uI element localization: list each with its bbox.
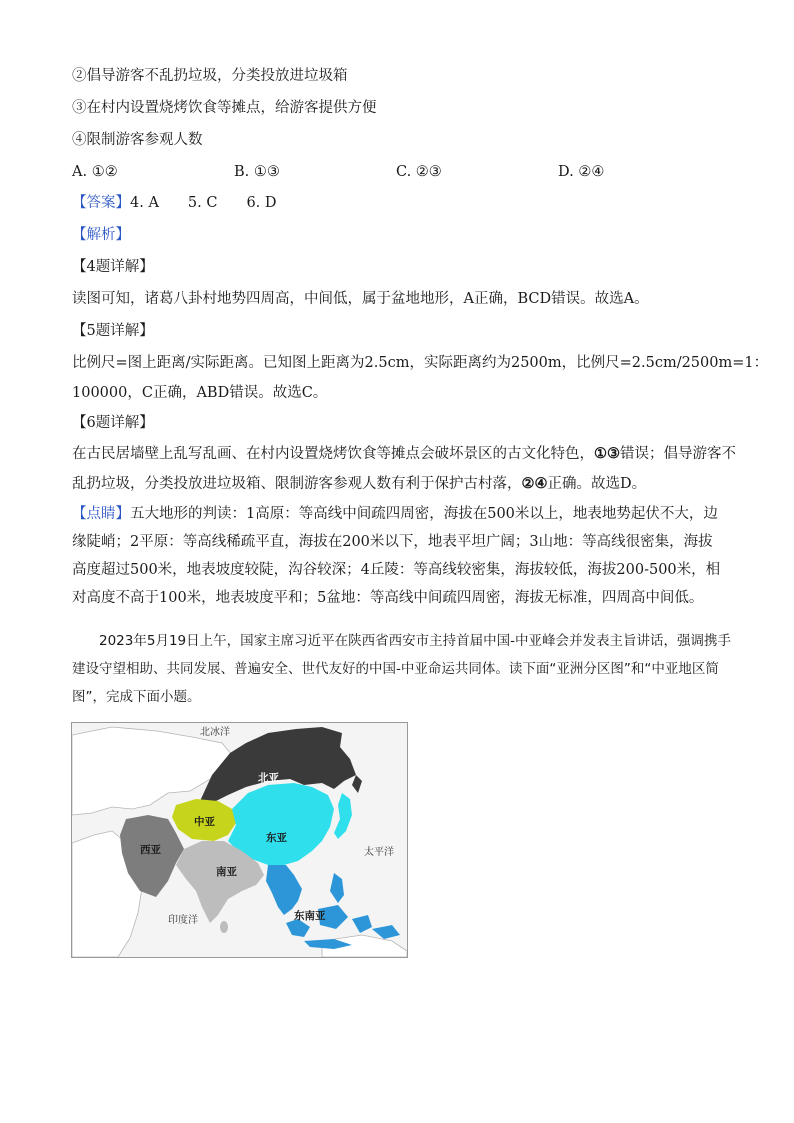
statement-2: ②倡导游客不乱扔垃圾，分类投放进垃圾箱: [72, 68, 348, 84]
q5-line1: 比例尺=图上距离/实际距离。已知图上距离为2.5cm，实际距离约为2500m，比例尺=2.5cm/2500m=1：: [72, 355, 769, 371]
label-east-asia: 东亚: [266, 832, 287, 844]
tip-text: 五大地形的判读：1高原：等高线中间疏四周密，海拔在500米以上，地表地势起伏不大，边缘陡峭；2平原：等高线稀疏平直，海拔在200米以下，地表平坦广阔；3山地：等高线很密集，海拔高度超过500米，地表坡度较陡，沟谷较深；4丘陵：等高线较密集，海拔较低，海拔200-500米，相对高度不高于100米，地表坡度平和；5盆地：等高线中间疏四周密，海拔无标准，四周高中间低。: [72, 506, 721, 606]
asia-map-svg: [72, 723, 407, 957]
tip-tag: 【点睛】: [72, 506, 130, 522]
label-north-asia: 北亚: [258, 772, 279, 784]
sri-lanka: [220, 921, 228, 933]
statement-3: ③在村内设置烧烤饮食等摊点，给游客提供方便: [72, 100, 377, 116]
option-c: C. ②③: [396, 164, 442, 180]
option-b: B. ①③: [234, 164, 280, 180]
answer-tag: 【答案】: [72, 195, 130, 211]
q4-text: 读图可知，诸葛八卦村地势四周高，中间低，属于盆地地形，A正确，BCD错误。故选A。: [72, 291, 649, 307]
label-southeast-asia: 东南亚: [294, 910, 326, 922]
q6-right-marks: ②④: [521, 475, 548, 492]
statement-4: ④限制游客参观人数: [72, 132, 203, 148]
answer-options: [72, 162, 732, 182]
q6-line1: 在古民居墙壁上乱写乱画、在村内设置烧烤饮食等摊点会破坏景区的古文化特色，①③错误；倡导游客不: [72, 445, 736, 462]
label-indian-ocean: 印度洋: [168, 915, 198, 926]
q4-title: 【4题详解】: [72, 259, 154, 275]
label-pacific-ocean: 太平洋: [364, 847, 394, 858]
answer-text: 4. A 5. C 6. D: [130, 195, 277, 211]
q5-title: 【5题详解】: [72, 323, 154, 339]
asia-region-map: [71, 722, 408, 958]
label-west-asia: 西亚: [140, 844, 161, 856]
intro-paragraph: 2023年5月19日上午，国家主席习近平在陕西省西安市主持首届中国-中亚峰会并发表主旨讲话，强调携手建设守望相助、共同发展、普遍安全、世代友好的中国-中亚命运共同体。读下面“亚洲分区图”和“中亚地区简图”，完成下面小题。: [72, 633, 731, 705]
analysis-tag: 【解析】: [72, 227, 130, 243]
q6-title: 【6题详解】: [72, 415, 154, 431]
tip-paragraph: [72, 500, 727, 612]
q6-line2: 乱扔垃圾，分类投放进垃圾箱、限制游客参观人数有利于保护古村落，②④正确。故选D。: [72, 475, 647, 492]
label-arctic-ocean: 北冰洋: [200, 727, 230, 738]
label-south-asia: 南亚: [216, 866, 237, 878]
label-central-asia: 中亚: [194, 816, 215, 828]
q6-wrong-marks: ①③: [594, 445, 620, 462]
q5-line2: 100000，C正确，ABD错误。故选C。: [72, 385, 328, 401]
option-d: D. ②④: [558, 164, 605, 180]
option-a: A. ①②: [72, 164, 118, 180]
answer-line: [72, 193, 277, 213]
